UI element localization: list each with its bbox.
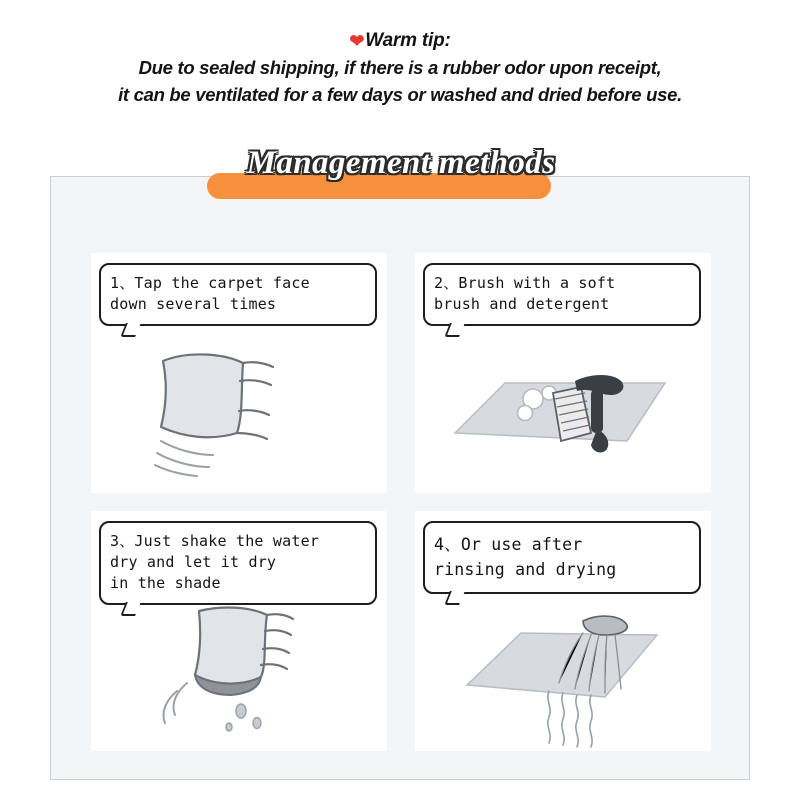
carpet-shaking-illustration (91, 337, 387, 493)
shower-rinsing-illustration (415, 595, 711, 751)
method-card-1 (91, 253, 387, 493)
bubble-tail-icon (123, 323, 139, 337)
method-card-2-caption (423, 263, 701, 326)
caption-line: 1、Tap the carpet face (110, 274, 310, 292)
carpet-drying-illustration (91, 595, 387, 751)
warm-tip-line-2: it can be ventilated for a few days or washed and dried before use. (118, 84, 682, 105)
caption-line: down several times (110, 295, 277, 313)
bubble-tail-icon (447, 323, 463, 337)
panel-heading-text: Management methods (246, 145, 556, 181)
panel-heading (51, 145, 751, 215)
method-card-1-caption (99, 263, 377, 326)
warm-tip-line-1: Due to sealed shipping, if there is a rubber odor upon receipt, (138, 57, 662, 78)
method-card-4-caption (423, 521, 701, 594)
bubble-tail-icon (123, 602, 139, 616)
brush-and-detergent-illustration (415, 337, 711, 493)
warm-tip-title: Warm tip: (365, 30, 451, 51)
method-card-4 (415, 511, 711, 751)
method-card-3-caption (99, 521, 377, 605)
method-card-3 (91, 511, 387, 751)
caption-line: brush and detergent (434, 295, 610, 313)
warm-tip-title-row (0, 28, 800, 54)
caption-line: rinsing and drying (434, 560, 617, 579)
caption-line: 3、Just shake the water (110, 532, 320, 550)
caption-line: 2、Brush with a soft (434, 274, 616, 292)
caption-line: dry and let it dry (110, 553, 277, 571)
bubble-tail-icon (447, 591, 463, 605)
warm-tip-block (0, 0, 800, 108)
management-methods-panel (50, 145, 750, 780)
method-cards-grid (91, 253, 711, 751)
heart-icon: ❤ (349, 31, 365, 51)
caption-line: in the shade (110, 574, 221, 592)
method-card-2 (415, 253, 711, 493)
caption-line: 4、Or use after (434, 535, 583, 554)
